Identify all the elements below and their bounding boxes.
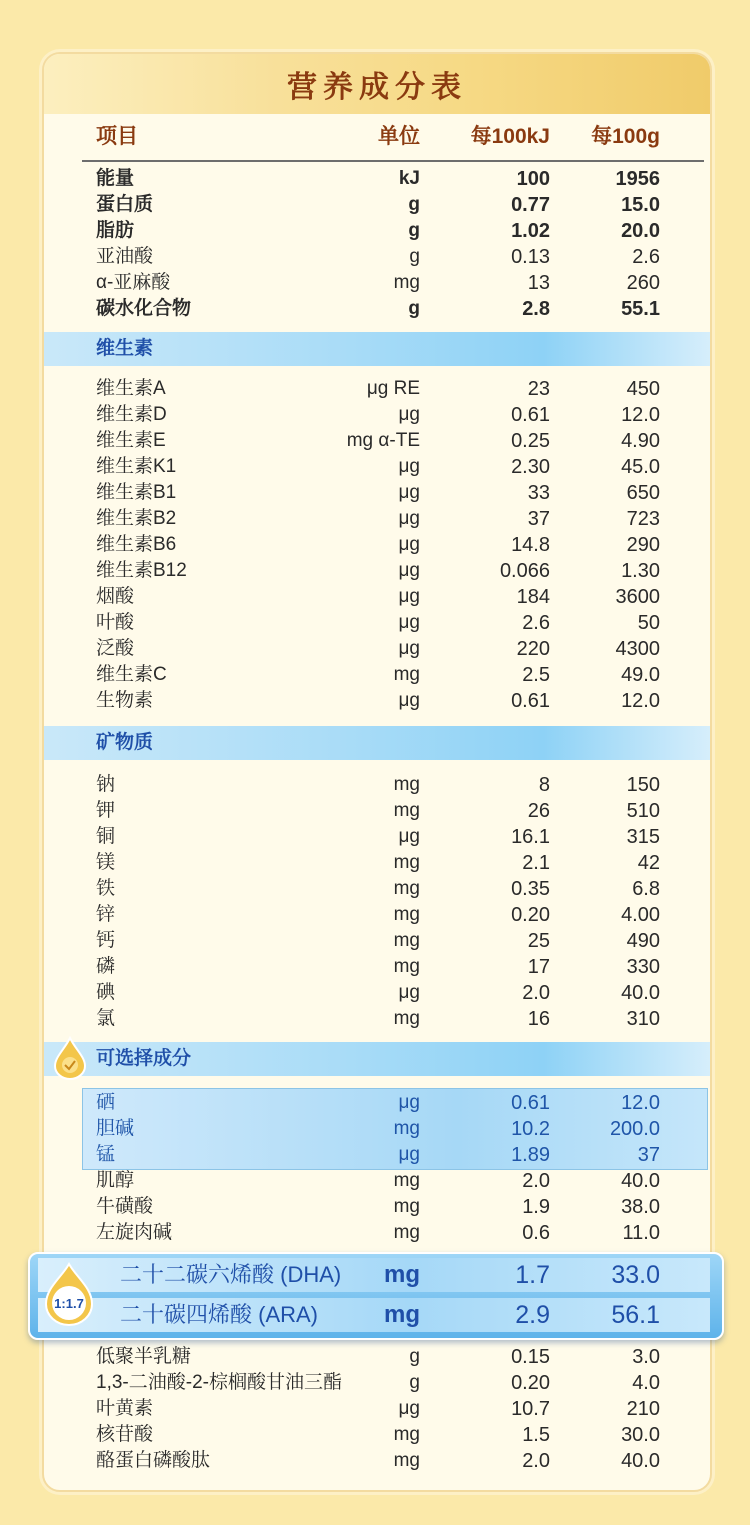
item-per100g: 3.0 (632, 1346, 660, 1368)
item-unit: mg (393, 1118, 420, 1139)
item-unit: mg α-TE (346, 430, 420, 451)
item-unit: mg (393, 930, 420, 951)
item-per100kj: 2.8 (522, 298, 550, 320)
item-per100kj: 2.5 (522, 664, 550, 686)
item-per100g: 4.00 (621, 904, 660, 926)
item-per100g: 37 (637, 1144, 660, 1166)
item-unit: μg (398, 534, 420, 555)
table-title: 营养成分表 (287, 71, 467, 104)
item-unit: mg (393, 774, 420, 795)
header-per100kj: 每100kJ (470, 125, 550, 148)
vitamin-row (44, 506, 710, 532)
item-per100g: 40.0 (621, 1170, 660, 1192)
optional-row (44, 1448, 710, 1474)
ara-row (30, 1298, 722, 1332)
item-per100g: 310 (626, 1008, 660, 1030)
item-per100kj: 1.7 (515, 1261, 550, 1289)
item-name: 维生素C (96, 664, 167, 685)
item-unit: μg RE (366, 378, 420, 399)
item-name: 钾 (96, 800, 116, 821)
item-unit: mg (393, 1450, 420, 1471)
item-per100kj: 1.9 (522, 1196, 550, 1218)
mineral-row (44, 824, 710, 850)
item-name: 脂肪 (96, 220, 135, 241)
item-per100kj: 2.30 (511, 456, 550, 478)
item-unit: g (409, 246, 420, 267)
header-unit: 单位 (378, 125, 420, 148)
item-per100g: 330 (626, 956, 660, 978)
item-unit: mg (384, 1261, 420, 1288)
item-name: 硒 (96, 1092, 116, 1113)
item-name: 烟酸 (96, 586, 135, 607)
vitamin-row (44, 402, 710, 428)
item-per100kj: 23 (527, 378, 550, 400)
item-per100g: 1956 (615, 168, 660, 190)
header-divider (82, 160, 704, 162)
item-name: 核苷酸 (96, 1424, 154, 1445)
nutrient-row (44, 296, 710, 322)
item-per100kj: 0.20 (511, 904, 550, 926)
item-per100kj: 13 (527, 272, 550, 294)
item-name: 牛磺酸 (96, 1196, 154, 1217)
section-vitamins-label: 维生素 (96, 338, 154, 359)
vitamin-row (44, 428, 710, 454)
vitamin-row (44, 532, 710, 558)
item-name: 氯 (96, 1008, 116, 1029)
item-per100kj: 37 (527, 508, 550, 530)
item-unit: mg (393, 904, 420, 925)
item-name: 泛酸 (96, 638, 135, 659)
nutrient-row (44, 270, 710, 296)
item-name: 镁 (96, 852, 116, 873)
item-name: 亚油酸 (96, 246, 154, 267)
item-unit: g (409, 1372, 420, 1393)
item-unit: g (408, 194, 420, 215)
section-minerals-label: 矿物质 (96, 732, 154, 753)
item-per100kj: 0.066 (499, 560, 550, 582)
item-unit: mg (393, 1008, 420, 1029)
item-unit: mg (393, 1222, 420, 1243)
item-per100g: 510 (626, 800, 660, 822)
item-unit: g (408, 298, 420, 319)
item-per100kj: 16 (527, 1008, 550, 1030)
table-title-bar (44, 54, 710, 114)
item-unit: g (409, 1346, 420, 1367)
section-optional-label: 可选择成分 (96, 1048, 192, 1069)
item-name: 二十碳四烯酸 (ARA) (120, 1302, 319, 1327)
item-per100g: 260 (626, 272, 660, 294)
item-per100g: 20.0 (621, 220, 660, 242)
item-name: 生物素 (96, 690, 154, 711)
optional-row (44, 1168, 710, 1194)
item-per100kj: 184 (516, 586, 550, 608)
table-header-row (44, 124, 710, 150)
item-per100g: 210 (626, 1398, 660, 1420)
header-per100g: 每100g (591, 125, 660, 148)
item-name: 低聚半乳糖 (96, 1346, 192, 1367)
item-unit: μg (398, 560, 420, 581)
item-name: 蛋白质 (96, 194, 154, 215)
item-unit: g (408, 220, 420, 241)
item-per100kj: 1.02 (511, 220, 550, 242)
item-unit: kJ (398, 168, 420, 189)
item-name: 磷 (96, 956, 116, 977)
item-per100g: 3600 (615, 586, 660, 608)
section-optional (44, 1042, 710, 1076)
vitamin-row (44, 558, 710, 584)
item-name: 碘 (96, 982, 116, 1003)
item-per100kj: 100 (516, 168, 550, 190)
item-unit: μg (398, 826, 420, 847)
item-unit: mg (393, 664, 420, 685)
mineral-row (44, 850, 710, 876)
item-per100kj: 14.8 (511, 534, 550, 556)
header-item: 项目 (96, 125, 138, 148)
item-per100g: 450 (626, 378, 660, 400)
mineral-row (44, 798, 710, 824)
item-per100kj: 2.0 (522, 1450, 550, 1472)
item-name: 叶酸 (96, 612, 135, 633)
item-per100g: 315 (626, 826, 660, 848)
item-name: 维生素B1 (96, 482, 177, 503)
section-minerals (44, 726, 710, 760)
item-per100g: 150 (626, 774, 660, 796)
mineral-row (44, 1006, 710, 1032)
item-per100kj: 0.61 (511, 404, 550, 426)
item-name: 维生素E (96, 430, 166, 451)
item-unit: mg (393, 1196, 420, 1217)
item-per100kj: 0.61 (511, 690, 550, 712)
item-per100g: 15.0 (621, 194, 660, 216)
item-per100g: 650 (626, 482, 660, 504)
optional-row (44, 1194, 710, 1220)
item-unit: mg (393, 878, 420, 899)
item-per100kj: 0.15 (511, 1346, 550, 1368)
section-vitamins (44, 332, 710, 366)
item-per100g: 50 (637, 612, 660, 634)
item-per100kj: 220 (516, 638, 550, 660)
highlighted-row (44, 1090, 710, 1116)
item-per100kj: 1.5 (522, 1424, 550, 1446)
item-name: α-亚麻酸 (96, 272, 171, 293)
item-per100kj: 10.7 (511, 1398, 550, 1420)
item-name: 能量 (96, 168, 135, 189)
item-per100g: 56.1 (611, 1301, 660, 1329)
mineral-row (44, 980, 710, 1006)
item-unit: μg (398, 508, 420, 529)
item-unit: μg (398, 1092, 420, 1113)
item-per100kj: 10.2 (511, 1118, 550, 1140)
item-per100g: 42 (637, 852, 660, 874)
item-name: 维生素D (96, 404, 167, 425)
mineral-row (44, 902, 710, 928)
item-per100kj: 0.13 (511, 246, 550, 268)
item-unit: mg (393, 272, 420, 293)
vitamin-row (44, 376, 710, 402)
item-per100g: 6.8 (632, 878, 660, 900)
optional-row (44, 1422, 710, 1448)
nutrient-row (44, 244, 710, 270)
item-per100kj: 0.35 (511, 878, 550, 900)
item-name: 维生素A (96, 378, 166, 399)
vitamin-row (44, 480, 710, 506)
item-unit: μg (398, 982, 420, 1003)
item-per100g: 12.0 (621, 690, 660, 712)
item-per100g: 723 (626, 508, 660, 530)
item-per100g: 4.90 (621, 430, 660, 452)
ratio-badge-text: 1:1.7 (54, 1296, 84, 1311)
item-per100g: 49.0 (621, 664, 660, 686)
item-per100g: 38.0 (621, 1196, 660, 1218)
item-unit: μg (398, 690, 420, 711)
item-name: 1,3-二油酸-2-棕榈酸甘油三酯 (96, 1372, 342, 1393)
item-per100kj: 2.1 (522, 852, 550, 874)
item-per100kj: 33 (527, 482, 550, 504)
item-name: 二十二碳六烯酸 (DHA) (120, 1262, 342, 1287)
item-per100kj: 2.0 (522, 982, 550, 1004)
mineral-row (44, 954, 710, 980)
item-per100g: 4.0 (632, 1372, 660, 1394)
item-name: 钠 (96, 774, 116, 795)
item-unit: mg (393, 852, 420, 873)
item-per100g: 55.1 (621, 298, 660, 320)
item-name: 铁 (96, 878, 116, 899)
nutrient-row (44, 218, 710, 244)
vitamin-row (44, 610, 710, 636)
item-unit: μg (398, 638, 420, 659)
vitamin-row (44, 584, 710, 610)
item-per100kj: 2.0 (522, 1170, 550, 1192)
item-unit: mg (393, 800, 420, 821)
item-per100kj: 0.61 (511, 1092, 550, 1114)
item-name: 维生素B2 (96, 508, 177, 529)
dha-row (30, 1258, 722, 1292)
highlighted-row (44, 1116, 710, 1142)
item-unit: μg (398, 586, 420, 607)
item-per100kj: 25 (527, 930, 550, 952)
vitamin-row (44, 688, 710, 714)
mineral-row (44, 772, 710, 798)
item-unit: μg (398, 456, 420, 477)
item-name: 肌醇 (96, 1170, 135, 1191)
item-unit: mg (393, 1170, 420, 1191)
item-per100g: 11.0 (622, 1222, 660, 1244)
item-per100g: 30.0 (621, 1424, 660, 1446)
item-per100g: 33.0 (611, 1261, 660, 1289)
item-per100kj: 0.77 (511, 194, 550, 216)
item-per100g: 4300 (615, 638, 660, 660)
mineral-row (44, 928, 710, 954)
item-name: 酪蛋白磷酸肽 (96, 1450, 211, 1471)
nutrient-row (44, 192, 710, 218)
item-per100kj: 0.6 (522, 1222, 550, 1244)
item-unit: μg (398, 1398, 420, 1419)
fatty-acid-highlight (28, 1252, 724, 1340)
item-unit: mg (393, 1424, 420, 1445)
item-name: 叶黄素 (96, 1398, 154, 1419)
item-per100g: 12.0 (621, 1092, 660, 1114)
item-per100g: 1.30 (621, 560, 660, 582)
item-name: 胆碱 (96, 1118, 135, 1139)
item-name: 锰 (96, 1144, 116, 1165)
item-per100g: 40.0 (621, 982, 660, 1004)
item-name: 锌 (96, 904, 116, 925)
item-per100kj: 0.20 (511, 1372, 550, 1394)
item-name: 左旋肉碱 (96, 1222, 173, 1243)
item-per100kj: 2.9 (515, 1301, 550, 1329)
item-name: 碳水化合物 (96, 298, 192, 319)
item-per100kj: 16.1 (511, 826, 550, 848)
mineral-row (44, 876, 710, 902)
item-name: 维生素B6 (96, 534, 177, 555)
drop-icon (52, 1036, 88, 1080)
item-unit: μg (398, 1144, 420, 1165)
item-unit: μg (398, 404, 420, 425)
vitamin-row (44, 636, 710, 662)
optional-row (44, 1370, 710, 1396)
item-per100g: 45.0 (621, 456, 660, 478)
item-per100g: 40.0 (621, 1450, 660, 1472)
item-name: 铜 (96, 826, 116, 847)
item-per100g: 290 (626, 534, 660, 556)
item-per100kj: 8 (538, 774, 550, 796)
optional-row (44, 1396, 710, 1422)
item-unit: μg (398, 482, 420, 503)
item-name: 钙 (96, 930, 116, 951)
item-per100kj: 0.25 (511, 430, 550, 452)
item-unit: mg (393, 956, 420, 977)
item-per100g: 12.0 (621, 404, 660, 426)
item-unit: μg (398, 612, 420, 633)
vitamin-row (44, 662, 710, 688)
item-name: 维生素K1 (96, 456, 177, 477)
item-per100kj: 2.6 (522, 612, 550, 634)
item-unit: mg (384, 1301, 420, 1328)
highlighted-row (44, 1142, 710, 1168)
optional-row (44, 1344, 710, 1370)
item-per100kj: 26 (527, 800, 550, 822)
nutrient-row (44, 166, 710, 192)
item-per100kj: 1.89 (511, 1144, 550, 1166)
item-name: 维生素B12 (96, 560, 187, 581)
optional-row (44, 1220, 710, 1246)
item-per100g: 200.0 (609, 1118, 660, 1140)
item-per100g: 2.6 (632, 246, 660, 268)
vitamin-row (44, 454, 710, 480)
item-per100g: 490 (626, 930, 660, 952)
item-per100kj: 17 (527, 956, 550, 978)
